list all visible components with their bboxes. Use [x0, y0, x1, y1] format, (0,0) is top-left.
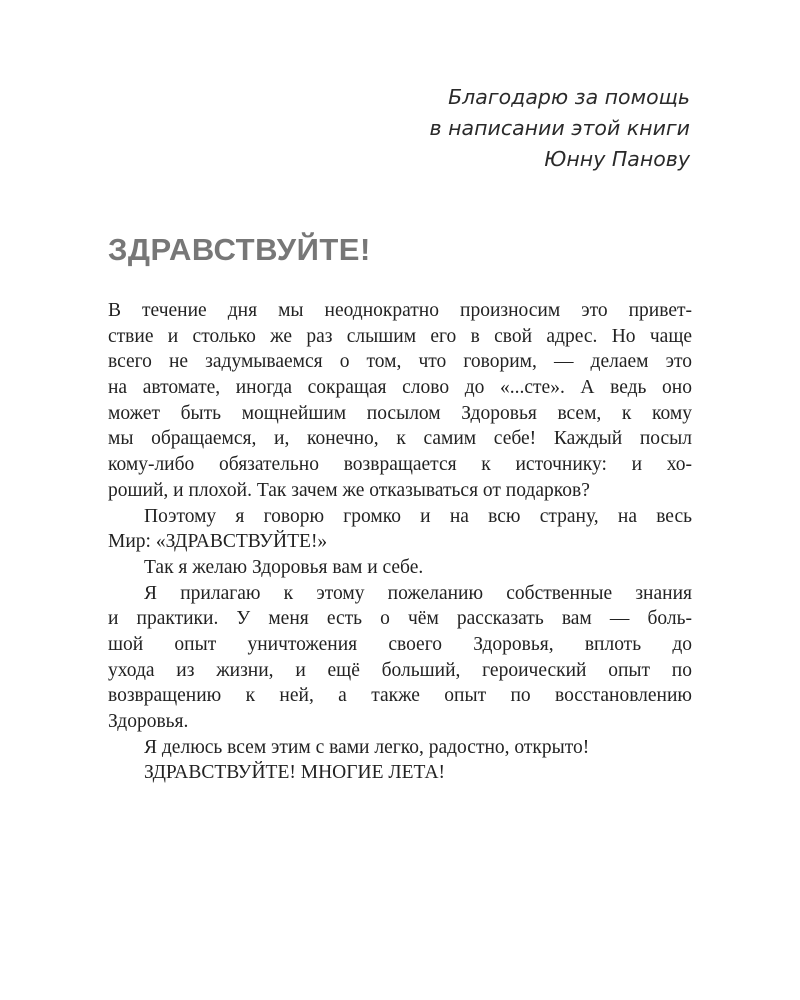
text-line: Мир: «ЗДРАВСТВУЙТЕ!»: [108, 531, 328, 553]
text-line: может быть мощнейшим посылом Здоровья всем, к кому: [108, 402, 692, 424]
dedication-line: Благодарю за помощь: [448, 85, 690, 109]
text-line: Поэтому я говорю громко и на всю страну, на весь: [144, 505, 692, 527]
dedication-line: Юнну Панову: [544, 147, 690, 171]
text-line: ЗДРАВСТВУЙТЕ! МНОГИЕ ЛЕТА!: [144, 762, 446, 784]
dedication: [270, 82, 690, 175]
body-text: [108, 298, 692, 786]
text-line: и практики. У меня есть о чём рассказать вам — боль-: [108, 608, 692, 630]
text-line: на автомате, иногда сокращая слово до «...сте». А ведь оно: [108, 377, 692, 399]
text-line: шой опыт уничтожения своего Здоровья, вплоть до: [108, 633, 692, 655]
text-line: Я делюсь всем этим с вами легко, радостно, открыто!: [144, 736, 590, 758]
text-line: роший, и плохой. Так зачем же отказываться от подарков?: [108, 479, 590, 501]
text-line: Так я желаю Здоровья вам и себе.: [144, 556, 424, 578]
text-line: ухода из жизни, и ещё больший, героический опыт по: [108, 659, 692, 681]
text-line: кому-либо обязательно возвращается к источнику: и хо-: [108, 454, 692, 476]
text-line: В течение дня мы неоднократно произносим это привет-: [108, 300, 692, 321]
text-line: всего не задумываемся о том, что говорим, — делаем это: [108, 351, 692, 373]
text-line: мы обращаемся, и, конечно, к самим себе! Каждый посыл: [108, 428, 692, 450]
chapter-title: ЗДРАВСТВУЙТЕ!: [108, 232, 371, 267]
dedication-line: в написании этой книги: [429, 116, 690, 140]
text-line: Здоровья.: [108, 711, 189, 732]
text-line: ствие и столько же раз слышим его в свой адрес. Но чаще: [108, 325, 692, 347]
text-line: возвращению к ней, а также опыт по восстановлению: [108, 685, 692, 707]
text-line: Я прилагаю к этому пожеланию собственные знания: [144, 582, 692, 604]
